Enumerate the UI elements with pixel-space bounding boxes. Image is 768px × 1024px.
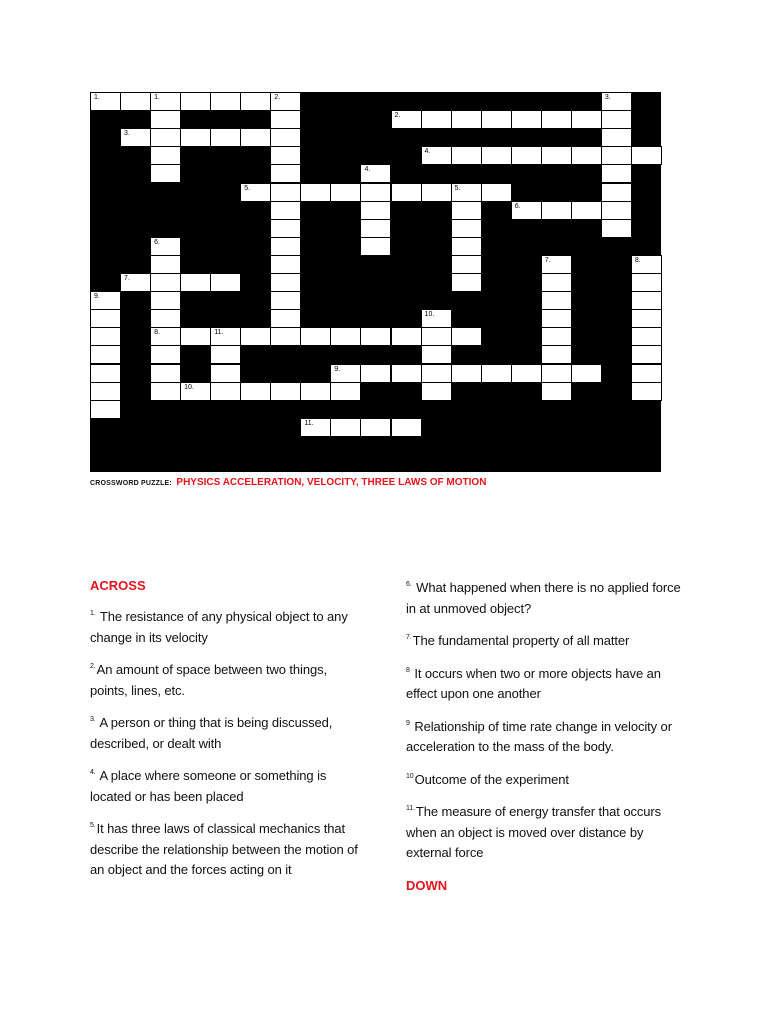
grid-cell[interactable] [240, 382, 271, 401]
grid-cell[interactable] [210, 364, 241, 383]
grid-cell[interactable] [90, 382, 121, 401]
grid-cell[interactable] [240, 128, 271, 147]
across-clue-7 [406, 631, 681, 652]
clue-text: It has three laws of classical mechanics that describe the relationship between the motion of an object and the forces acting on it [90, 821, 358, 877]
cell-number: 2. [394, 112, 401, 120]
grid-cell[interactable] [631, 327, 662, 346]
cell-number: 1. [154, 94, 160, 101]
clue-text: Relationship of time rate change in velocity or acceleration to the mass of the body. [406, 718, 672, 754]
clue-number: 6. [406, 581, 412, 588]
grid-cell[interactable] [180, 273, 211, 292]
grid-cell[interactable] [631, 146, 662, 165]
down-heading: DOWN [406, 877, 448, 893]
grid-cell[interactable] [270, 255, 301, 274]
grid-cell[interactable] [270, 291, 301, 310]
grid-cell[interactable] [270, 128, 301, 147]
grid-cell[interactable] [330, 364, 361, 383]
across-clue-3 [90, 713, 365, 754]
grid-cell[interactable] [90, 345, 121, 364]
grid-cell[interactable] [631, 255, 662, 274]
grid-cell[interactable] [150, 110, 181, 129]
grid-cell[interactable] [451, 273, 482, 292]
clue-text: A place where someone or something is located or has been placed [90, 768, 327, 804]
grid-cell[interactable] [451, 183, 482, 202]
grid-cell[interactable] [210, 345, 241, 364]
grid-cell[interactable] [120, 92, 151, 111]
cell-number: 11. [214, 329, 224, 337]
grid-cell[interactable] [330, 327, 361, 346]
grid-cell[interactable] [270, 237, 301, 256]
grid-cell[interactable] [90, 400, 121, 419]
grid-cell[interactable] [90, 327, 121, 346]
across-clue-6 [406, 578, 681, 619]
grid-cell[interactable] [90, 291, 121, 310]
grid-cell[interactable] [270, 201, 301, 220]
grid-cell[interactable] [270, 110, 301, 129]
grid-cell[interactable] [270, 309, 301, 328]
grid-cell[interactable] [240, 327, 271, 346]
grid-cell[interactable] [270, 164, 301, 183]
clue-number: 3. [90, 716, 96, 723]
grid-cell[interactable] [481, 110, 512, 129]
grid-cell[interactable] [210, 382, 241, 401]
grid-cell[interactable] [601, 146, 632, 165]
caption-label: CROSSWORD PUZZLE: [90, 480, 172, 487]
clue-number: 1. [90, 610, 96, 617]
puzzle-title: PHYSICS ACCELERATION, VELOCITY, THREE LAWS OF MOTION [176, 477, 487, 488]
crossword-grid [90, 92, 661, 472]
grid-cell[interactable] [511, 201, 542, 220]
grid-cell[interactable] [150, 128, 181, 147]
grid-cell[interactable] [360, 219, 391, 238]
grid-cell[interactable] [270, 92, 301, 111]
grid-cell[interactable] [451, 327, 482, 346]
across-clue-11 [406, 802, 681, 864]
grid-cell[interactable] [481, 146, 512, 165]
grid-cell[interactable] [541, 327, 572, 346]
clue-number: 5. [90, 822, 96, 829]
grid-cell[interactable] [150, 237, 181, 256]
grid-cell[interactable] [631, 364, 662, 383]
clue-text: What happened when there is no applied force in at unmoved object? [406, 580, 681, 616]
grid-cell[interactable] [541, 291, 572, 310]
grid-cell[interactable] [150, 291, 181, 310]
across-clue-10 [406, 770, 681, 791]
grid-cell[interactable] [360, 164, 391, 183]
grid-cell[interactable] [541, 382, 572, 401]
grid-cell[interactable] [360, 327, 391, 346]
cell-number: 11. [304, 419, 314, 427]
grid-cell[interactable] [360, 364, 391, 383]
cell-number: 8. [154, 329, 160, 337]
clue-text: An amount of space between two things, points, lines, etc. [90, 662, 327, 698]
clue-number: 8 [406, 666, 410, 674]
grid-cell[interactable] [451, 219, 482, 238]
grid-cell[interactable] [451, 364, 482, 383]
grid-cell[interactable] [631, 382, 662, 401]
grid-cell[interactable] [541, 345, 572, 364]
clue-number: 10 [406, 772, 414, 780]
grid-cell[interactable] [240, 92, 271, 111]
grid-cell[interactable] [150, 309, 181, 328]
grid-cell[interactable] [270, 183, 301, 202]
grid-cell[interactable] [631, 273, 662, 292]
grid-cell[interactable] [601, 164, 632, 183]
clue-text: It occurs when two or more objects have an effect upon one another [406, 665, 661, 701]
grid-cell[interactable] [541, 110, 572, 129]
clue-text: The measure of energy transfer that occurs when an object is moved over distance by external force [406, 804, 662, 860]
grid-cell[interactable] [451, 146, 482, 165]
cell-number: 8. [634, 256, 641, 264]
grid-cell[interactable] [90, 92, 121, 111]
grid-cell[interactable] [511, 110, 542, 129]
across-clue-1 [90, 607, 365, 648]
grid-cell[interactable] [541, 255, 572, 274]
cell-number: 10. [424, 311, 435, 319]
grid-cell[interactable] [391, 183, 422, 202]
cell-number: 9. [94, 293, 100, 301]
grid-cell[interactable] [360, 183, 391, 202]
cell-number: 1. [94, 94, 100, 101]
clue-number: 4. [90, 769, 96, 776]
grid-cell[interactable] [210, 327, 241, 346]
cell-number: 4. [424, 148, 431, 156]
cell-number: 3. [124, 130, 130, 138]
grid-cell[interactable] [150, 164, 181, 183]
grid-cell[interactable] [150, 273, 181, 292]
grid-cell[interactable] [601, 201, 632, 220]
grid-cell[interactable] [270, 273, 301, 292]
grid-cell[interactable] [421, 146, 452, 165]
grid-cell[interactable] [541, 273, 572, 292]
grid-cell[interactable] [150, 146, 181, 165]
grid-cell[interactable] [601, 92, 632, 111]
grid-cell[interactable] [451, 237, 482, 256]
grid-cell[interactable] [541, 309, 572, 328]
grid-cell[interactable] [120, 128, 151, 147]
grid-cell[interactable] [421, 110, 452, 129]
cell-number: 7. [124, 275, 130, 282]
grid-cell[interactable] [150, 382, 181, 401]
grid-cell[interactable] [571, 146, 602, 165]
grid-cell[interactable] [150, 345, 181, 364]
grid-cell[interactable] [150, 255, 181, 274]
across-clue-5 [90, 819, 365, 881]
grid-cell[interactable] [451, 255, 482, 274]
grid-cell[interactable] [571, 110, 602, 129]
grid-cell[interactable] [421, 183, 452, 202]
grid-cell[interactable] [150, 92, 181, 111]
grid-cell[interactable] [391, 110, 422, 129]
grid-cell[interactable] [180, 92, 211, 111]
across-clue-9 [406, 717, 681, 758]
grid-cell[interactable] [511, 146, 542, 165]
grid-cell[interactable] [391, 364, 422, 383]
grid-cell[interactable] [270, 146, 301, 165]
clues-column-left [90, 578, 365, 893]
clue-text: The resistance of any physical object to any change in its velocity [90, 609, 348, 645]
grid-cell[interactable] [541, 146, 572, 165]
grid-cell[interactable] [481, 364, 512, 383]
grid-cell[interactable] [421, 327, 452, 346]
grid-cell[interactable] [421, 309, 452, 328]
grid-cell[interactable] [631, 309, 662, 328]
clue-text: The fundamental property of all matter [412, 633, 630, 648]
grid-cell[interactable] [210, 128, 241, 147]
puzzle-caption [90, 474, 486, 491]
cell-number: 5. [454, 184, 461, 192]
across-clue-4 [90, 766, 365, 807]
grid-cell[interactable] [210, 92, 241, 111]
grid-cell[interactable] [300, 382, 331, 401]
grid-cell[interactable] [210, 273, 241, 292]
grid-cell[interactable] [180, 382, 211, 401]
clues-column-right [406, 578, 681, 907]
cell-number: 7. [544, 256, 551, 264]
grid-cell[interactable] [270, 327, 301, 346]
cell-number: 9. [334, 365, 341, 373]
grid-cell[interactable] [270, 382, 301, 401]
grid-cell[interactable] [300, 183, 331, 202]
grid-cell[interactable] [601, 128, 632, 147]
across-heading: ACROSS [90, 578, 146, 593]
cell-number: 6. [514, 202, 521, 210]
clue-text: A person or thing that is being discussed, described, or dealt with [90, 715, 333, 751]
grid-cell[interactable] [421, 364, 452, 383]
clue-number: 2. [90, 663, 96, 670]
clue-number: 7. [406, 634, 412, 641]
cell-number: 6. [154, 238, 160, 246]
cell-number: 10. [184, 383, 194, 391]
grid-cell[interactable] [391, 327, 422, 346]
grid-cell[interactable] [451, 201, 482, 220]
grid-cell[interactable] [631, 291, 662, 310]
grid-cell[interactable] [360, 418, 391, 437]
grid-cell[interactable] [541, 364, 572, 383]
grid-cell[interactable] [601, 110, 632, 129]
clue-number: 9 [406, 719, 410, 727]
grid-cell[interactable] [150, 364, 181, 383]
grid-cell[interactable] [451, 110, 482, 129]
grid-cell[interactable] [631, 345, 662, 364]
grid-cell[interactable] [240, 183, 271, 202]
grid-cell[interactable] [601, 219, 632, 238]
clue-number: 11. [406, 805, 415, 812]
grid-cell[interactable] [300, 418, 331, 437]
grid-cell[interactable] [270, 219, 301, 238]
grid-cell[interactable] [330, 183, 361, 202]
across-clue-2 [90, 660, 365, 701]
grid-cell[interactable] [120, 273, 151, 292]
grid-cell[interactable] [360, 237, 391, 256]
cell-number: 4. [364, 166, 371, 174]
grid-cell[interactable] [541, 201, 572, 220]
across-clue-8 [406, 664, 681, 705]
grid-cell[interactable] [330, 418, 361, 437]
cell-number: 2. [274, 94, 281, 101]
grid-cell[interactable] [391, 418, 422, 437]
grid-cell[interactable] [421, 382, 452, 401]
grid-cell[interactable] [180, 128, 211, 147]
grid-cell[interactable] [300, 327, 331, 346]
grid-cell[interactable] [421, 345, 452, 364]
grid-cell[interactable] [571, 201, 602, 220]
grid-cell[interactable] [180, 327, 211, 346]
cell-number: 3. [604, 94, 611, 101]
grid-cell[interactable] [481, 183, 512, 202]
grid-cell[interactable] [150, 327, 181, 346]
grid-cell[interactable] [601, 183, 632, 202]
grid-cell[interactable] [90, 309, 121, 328]
grid-cell[interactable] [90, 364, 121, 383]
grid-cell[interactable] [330, 382, 361, 401]
grid-cell[interactable] [571, 364, 602, 383]
cell-number: 5. [244, 184, 251, 192]
grid-cell[interactable] [360, 201, 391, 220]
grid-cell[interactable] [511, 364, 542, 383]
clue-text: Outcome of the experiment [414, 771, 569, 787]
